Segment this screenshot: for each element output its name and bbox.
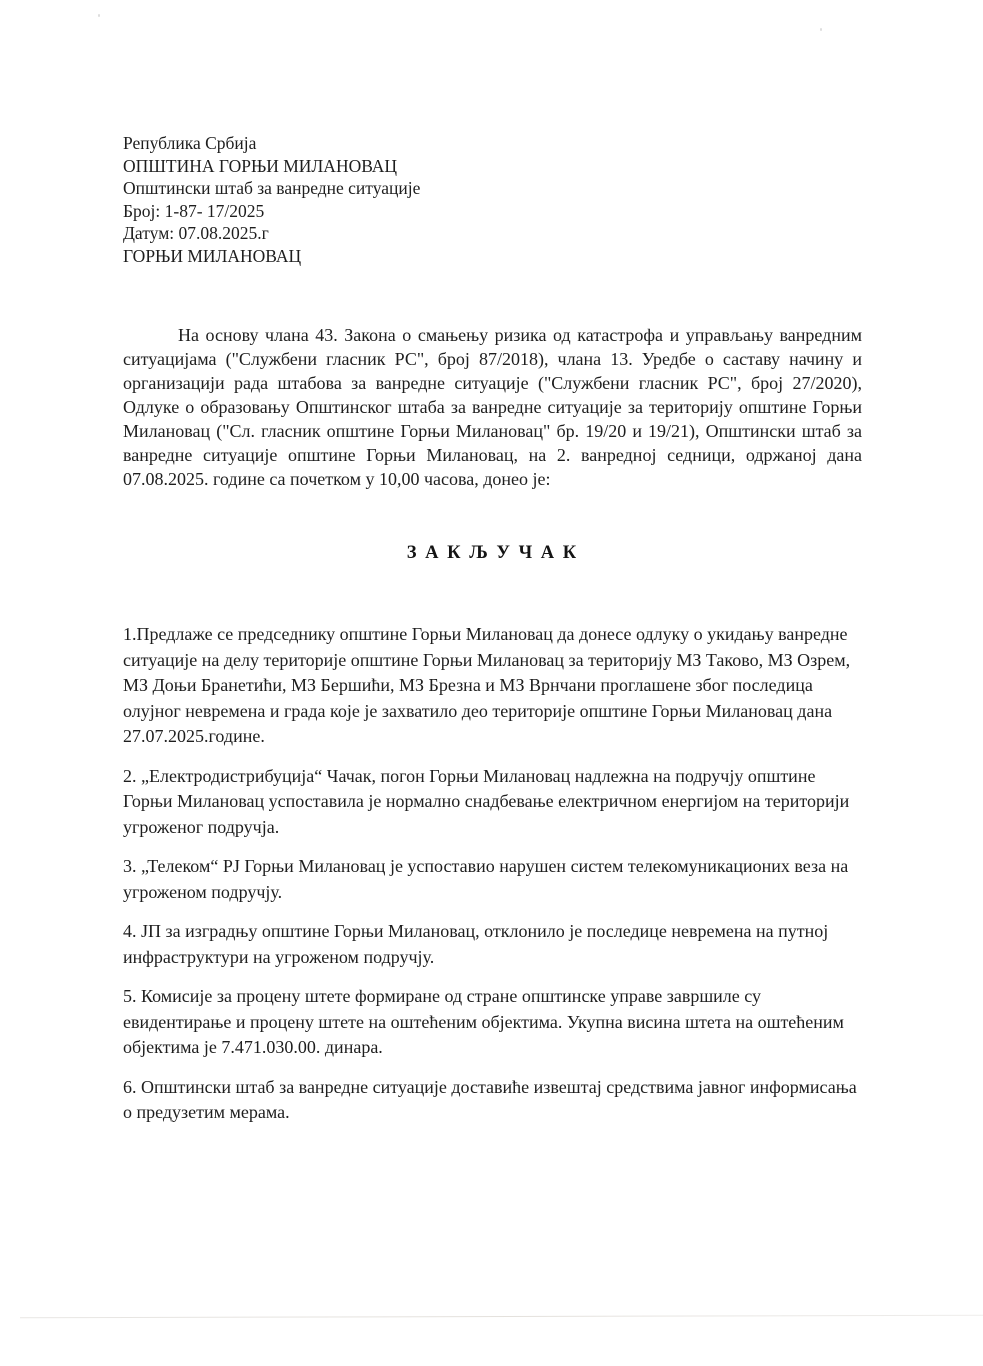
conclusion-item-2: 2. „Електродистрибуција“ Чачак, погон Горњи Милановац надлежна на подручју општине Горњи Милановац успоставила је нормално снадбевање електричном енергијом на територији угроженог подручја. bbox=[123, 765, 850, 837]
document-header bbox=[123, 132, 862, 267]
header-city: ГОРЊИ МИЛАНОВАЦ bbox=[123, 245, 302, 266]
header-date: Датум: 07.08.2025.г bbox=[123, 223, 269, 243]
header-country: Република Србија bbox=[123, 133, 257, 153]
conclusion-item-1: 1.Предлаже се председнику општине Горњи Милановац да донесе одлуку о укидању ванредне ситуације на делу територије општине Горњи Милановац за територију МЗ Таково, МЗ Озрем, МЗ Доњи Бранетићи, МЗ Бершићи, МЗ Брезна и МЗ Врнчани проглашене због последица олујног невремена и града које је захватило део територије општине Горњи Милановац дана 27.07.2025.године. bbox=[123, 624, 851, 746]
conclusion-item-3: 3. „Телеком“ РЈ Горњи Милановац је успоставио нарушен систем телекомуникационих веза на угроженом подручју. bbox=[123, 856, 849, 902]
conclusion-item-4: 4. ЈП за изградњу општине Горњи Милановац, отклонило је последице невремена на путној инфраструктури на угроженом подручју. bbox=[123, 921, 829, 967]
header-number: Број: 1-87- 17/2025 bbox=[123, 200, 265, 221]
scan-artifact-line bbox=[20, 1315, 983, 1319]
conclusion-item-6: 6. Општински штаб за ванредне ситуације доставиће извештај средствима јавног информисања о предузетим мерама. bbox=[123, 1076, 857, 1122]
header-municipality: ОПШТИНА ГОРЊИ МИЛАНОВАЦ bbox=[123, 155, 398, 176]
scan-speck bbox=[820, 28, 822, 31]
document-title: З А К Љ У Ч А К bbox=[406, 543, 579, 563]
conclusion-item-5: 5. Комисије за процену штете формиране од стране општинске управе завршиле су евидентирање и процену штете на оштећеним објектима. Укупна висина штета на оштећеним објектима је 7.471.030.00. динара. bbox=[123, 986, 844, 1057]
header-department: Општински штаб за ванредне ситуације bbox=[123, 178, 421, 198]
preamble-paragraph: На основу члана 43. Закона о смањењу ризика од катастрофа и управљању ванредним ситуацијама ("Службени гласник РС", број 87/2018), члана 13. Уредбе о саставу начину и организацији рада штабова за ванредне ситуације ("Службени гласник РС", број 27/2020), Одлуке о образовању Општинског штаба за ванредне ситуације за територију општине Горњи Милановац ("Сл. гласник општине Горњи Милановац" бр. 19/20 и 19/21), Општински штаб за ванредне ситуације општине Горњи Милановац, на 2. ванредној седници, одржаној дана 07.08.2025. године са почетком у 10,00 часова, донео је: bbox=[123, 325, 862, 489]
scan-speck bbox=[98, 14, 100, 17]
conclusion-items bbox=[123, 622, 862, 1126]
